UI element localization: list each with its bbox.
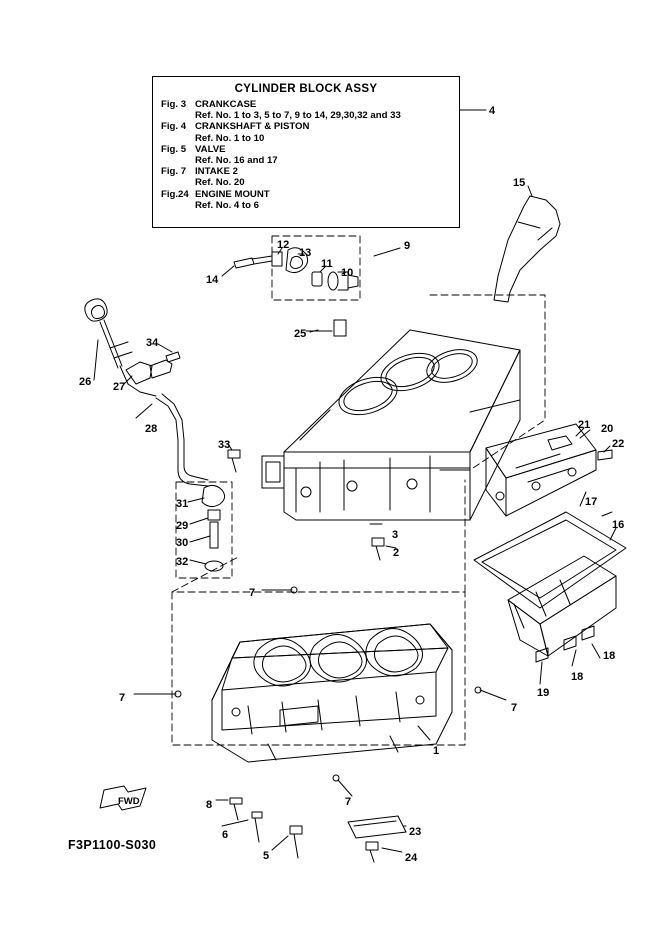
bolt-14-shaft2 [254,261,272,264]
crankcase-wall-b [222,716,436,730]
legend-fig-3: Fig. 7 [161,166,187,178]
pipe-28-d [184,440,208,480]
bore-1 [334,371,402,422]
callout-33: 33 [218,439,231,451]
callout-18: 18 [571,671,584,683]
block-hole-b [347,481,357,491]
fwd-label: FWD [118,796,140,807]
callout-3: 3 [392,529,399,541]
callout-7: 7 [119,692,126,704]
leader-29 [190,518,208,524]
callout-11: 11 [321,258,333,270]
pipe-28-b [162,394,184,440]
callout-14: 14 [206,274,219,286]
leader-16b [602,512,612,516]
plate-23 [348,816,406,838]
rail-rib2 [528,468,572,482]
legend-ref-2: Ref. No. 16 and 17 [195,155,278,167]
callout-20: 20 [601,423,614,435]
leader-15 [528,186,532,196]
callout-7: 7 [249,587,256,599]
plate-23-line [354,821,396,826]
legend-fig-4: Fig.24 [161,188,189,200]
leader-34 [158,344,172,352]
legend-ref-1: Ref. No. 1 to 10 [195,132,265,144]
bolt-6-head [252,812,262,818]
callout-32: 32 [176,556,189,568]
callout-28: 28 [145,423,158,435]
web-1-in [262,646,306,682]
hose-15-rib2 [538,228,552,240]
web-2-in [318,642,362,678]
block-boss-left [262,456,284,488]
bolt-33-head [228,450,240,458]
legend-ref-0: Ref. No. 1 to 3, 5 to 7, 9 to 14, 29,30,32 and 33 [195,110,401,122]
bore-2 [376,347,444,398]
rail-21-face [506,450,596,516]
plug-25 [334,320,346,336]
legend-row-intake2 [161,166,451,188]
bolt-33-shaft [232,458,236,472]
leader-9 [374,248,400,256]
bore-3 [423,344,482,389]
hose-15-left [494,196,530,300]
rail-hole-c [568,468,576,476]
bolt-8-shaft [234,804,238,820]
bolt-14-shaft [252,256,272,259]
bolt-2-shaft [376,546,380,560]
part-10 [328,272,338,290]
block-boss-left-in [266,462,280,482]
part-11 [312,272,322,286]
hose-15-end [494,300,508,302]
part-12 [272,252,282,266]
rail-hole-a [496,492,504,500]
web-3-in [374,636,418,672]
bolt-18-b [582,626,594,640]
legend-name-4: ENGINE MOUNT [195,188,270,200]
callout-2: 2 [393,547,400,559]
leader-30 [190,536,210,542]
leader-14 [222,266,234,276]
callout-18: 18 [603,650,616,662]
legend-box [152,76,460,228]
hose-15-top [530,196,546,200]
callout-10: 10 [341,267,354,279]
crankcase-body [212,624,452,762]
cover-16-face [540,576,616,656]
legend-fig-1: Fig. 4 [161,121,187,133]
callout-23: 23 [409,826,422,838]
callout-5: 5 [263,850,270,862]
cover-rib-c [560,580,570,604]
leader-5 [272,836,288,850]
case-rib3 [318,700,322,730]
block-rib1 [300,410,330,440]
case-foot-b [390,736,398,752]
rail-rib1 [516,454,560,468]
legend-fig-2: Fig. 5 [161,143,187,155]
case-foot-a [268,744,276,760]
legend-title: CYLINDER BLOCK ASSY [234,83,378,95]
callout-13: 13 [299,247,312,259]
dot-7-bottom [333,775,339,781]
bolt-5-shaft [294,834,298,858]
case-rib2 [282,702,286,732]
legend-name-1: CRANKSHAFT & PISTON [195,121,310,133]
leader-1 [418,726,430,740]
case-hole-a [232,708,240,716]
callout-15: 15 [513,177,526,189]
callout-25: 25 [294,328,307,340]
bolt-24-head [366,842,378,850]
legend-name-3: INTAKE 2 [195,166,238,178]
callout-4: 4 [489,105,496,117]
block-upper-front [284,452,470,520]
cover-16-gasket [474,512,626,608]
leader-7-bottom [338,780,352,796]
dipstick-handle-hole [92,306,105,319]
leader-19 [540,662,542,684]
legend-name-0: CRANKCASE [195,99,257,110]
bolt-6-shaft [255,818,259,842]
callout-31: 31 [176,498,189,510]
bolt-8-head [230,798,242,804]
part-31 [202,485,225,506]
block-hole-c [407,479,417,489]
callout-24: 24 [405,852,418,864]
callout-22: 22 [612,438,625,450]
case-rib5 [396,692,400,722]
callout-16: 16 [612,519,625,531]
legend-row-valve [161,144,451,166]
callout-26: 26 [79,376,92,388]
hose-15-rib1 [518,222,540,228]
bore-3-inner [429,349,476,383]
callout-17: 17 [585,496,598,508]
cover-16-plate [508,556,616,624]
callout-30: 30 [176,537,189,549]
bolt-2-head [372,538,384,546]
callout-21: 21 [578,419,591,431]
legend-row-engine-mount [161,189,451,211]
bracket-27 [126,362,152,384]
leader-18b [572,650,576,666]
dashed-block-lower [172,592,465,745]
leader-6 [222,820,248,826]
leader-26 [94,340,98,380]
dipstick-rod-a [100,322,118,368]
legend-ref-3: Ref. No. 20 [195,177,245,189]
callout-7: 7 [345,796,352,808]
bolt-24-shaft [370,850,374,862]
callout-19: 19 [537,687,550,699]
rail-hole-b [532,482,540,490]
callout-8: 8 [206,799,213,811]
diagram-part-code: F3P1100-S030 [68,838,157,852]
callout-12: 12 [277,239,290,251]
part-20 [548,436,572,450]
case-rib1 [248,706,252,734]
bolt-14-head [234,258,254,268]
case-hole-b [416,696,424,704]
part-29 [208,510,220,520]
callout-29: 29 [176,520,189,532]
legend-fig-0: Fig. 3 [161,99,187,110]
leader-18a [592,644,600,658]
callout-9: 9 [404,240,411,252]
callout-27: 27 [113,381,126,393]
legend-name-2: VALVE [195,143,226,155]
legend-ref-4: Ref. No. 4 to 6 [195,199,259,211]
cover-16-side [508,600,548,656]
case-panel [280,706,318,726]
callout-7: 7 [511,702,518,714]
hose-15-right [508,200,560,302]
cover-16-gasket-in [482,520,616,598]
callout-1: 1 [433,745,440,757]
leader-28 [136,404,152,418]
leader-32 [190,560,206,564]
legend-row-crankshaft [161,121,451,143]
bolt-5-head [290,826,302,834]
block-upper-side [470,350,520,520]
bracket-27b [150,360,172,378]
part-30 [210,522,218,548]
block-hole-a [301,487,311,497]
leader-24 [382,848,402,852]
leader-7-right [480,690,506,700]
dipstick-rod-b [104,320,122,366]
legend-row-crankcase [161,99,451,121]
callout-6: 6 [222,829,229,841]
bolt-34-head [166,352,180,362]
callout-34: 34 [146,337,159,349]
